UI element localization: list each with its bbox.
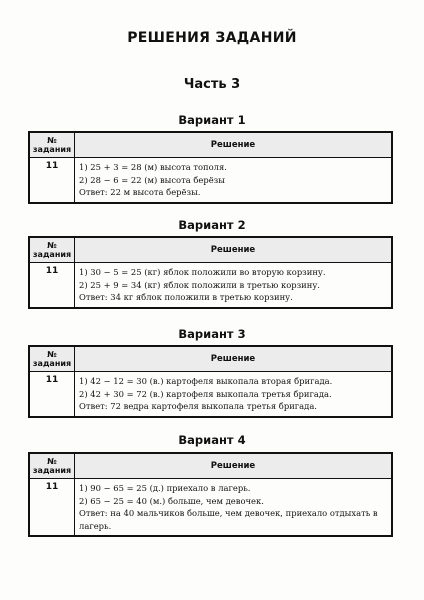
table-row [29,479,392,537]
solution-cell [75,263,393,308]
task-number-header-bottom: задания [32,145,72,154]
task-number: 11 [29,372,75,417]
solution-line: 1) 30 − 5 = 25 (кг) яблок положили во вторую корзину. [79,267,326,277]
variant-4-table [28,452,393,537]
task-number: 11 [29,158,75,203]
solution-cell [75,479,393,537]
variant-4-title: Вариант 4 [178,433,246,447]
task-number-header-bottom: задания [32,250,72,259]
solution-line: 2) 42 + 30 = 72 (в.) картофеля выкопала третья бригада. [79,388,332,399]
variant-3-title: Вариант 3 [178,327,246,341]
solution-header: Решение [75,237,393,263]
solution-cell [75,158,393,203]
part-title: Часть 3 [183,77,241,92]
solution-header: Решение [75,453,393,479]
answer-line: Ответ: 72 ведра картофеля выкопала третья бригада. [79,401,317,411]
solution-header: Решение [75,346,393,372]
variant-1-title: Вариант 1 [178,113,246,127]
task-number-header-top: № [47,136,57,145]
task-number-header-bottom: задания [32,466,72,475]
solution-line: 2) 28 − 6 = 22 (м) высота берёзы [79,174,225,185]
answer-line: Ответ: 34 кг яблок положили в третью корзину. [79,292,293,302]
table-header-row [29,132,392,158]
table-header-row [29,453,392,479]
task-number-header-top: № [47,350,57,359]
task-number-header-top: № [47,457,57,466]
answer-line: Ответ: на 40 мальчиков больше, чем девочек, приехало отдыхать в лагерь. [79,508,378,531]
table-row [29,372,392,417]
task-number-header-bottom: задания [32,359,72,368]
solution-line: 2) 65 − 25 = 40 (м.) больше, чем девочек. [79,495,264,506]
table-header-row [29,346,392,372]
answer-line: Ответ: 22 м высота берёзы. [79,187,201,197]
task-number-header-top: № [47,241,57,250]
solution-cell [75,372,393,417]
solution-header: Решение [75,132,393,158]
table-header-row [29,237,392,263]
solution-line: 1) 25 + 3 = 28 (м) высота тополя. [79,162,227,172]
solution-line: 1) 42 − 12 = 30 (в.) картофеля выкопала вторая бригада. [79,376,333,386]
table-row [29,158,392,203]
variant-3-table [28,345,393,418]
task-number-header [29,453,75,479]
table-row [29,263,392,308]
variant-2-table [28,236,393,309]
variant-1-table [28,131,393,204]
task-number-header [29,237,75,263]
variant-2-title: Вариант 2 [178,218,246,232]
task-number: 11 [29,263,75,308]
solution-line: 2) 25 + 9 = 34 (кг) яблок положили в третью корзину. [79,279,320,290]
task-number-header [29,132,75,158]
task-number-header [29,346,75,372]
task-number: 11 [29,479,75,537]
page-title: РЕШЕНИЯ ЗАДАНИЙ [127,30,297,46]
solution-line: 1) 90 − 65 = 25 (д.) приехало в лагерь. [79,483,251,493]
